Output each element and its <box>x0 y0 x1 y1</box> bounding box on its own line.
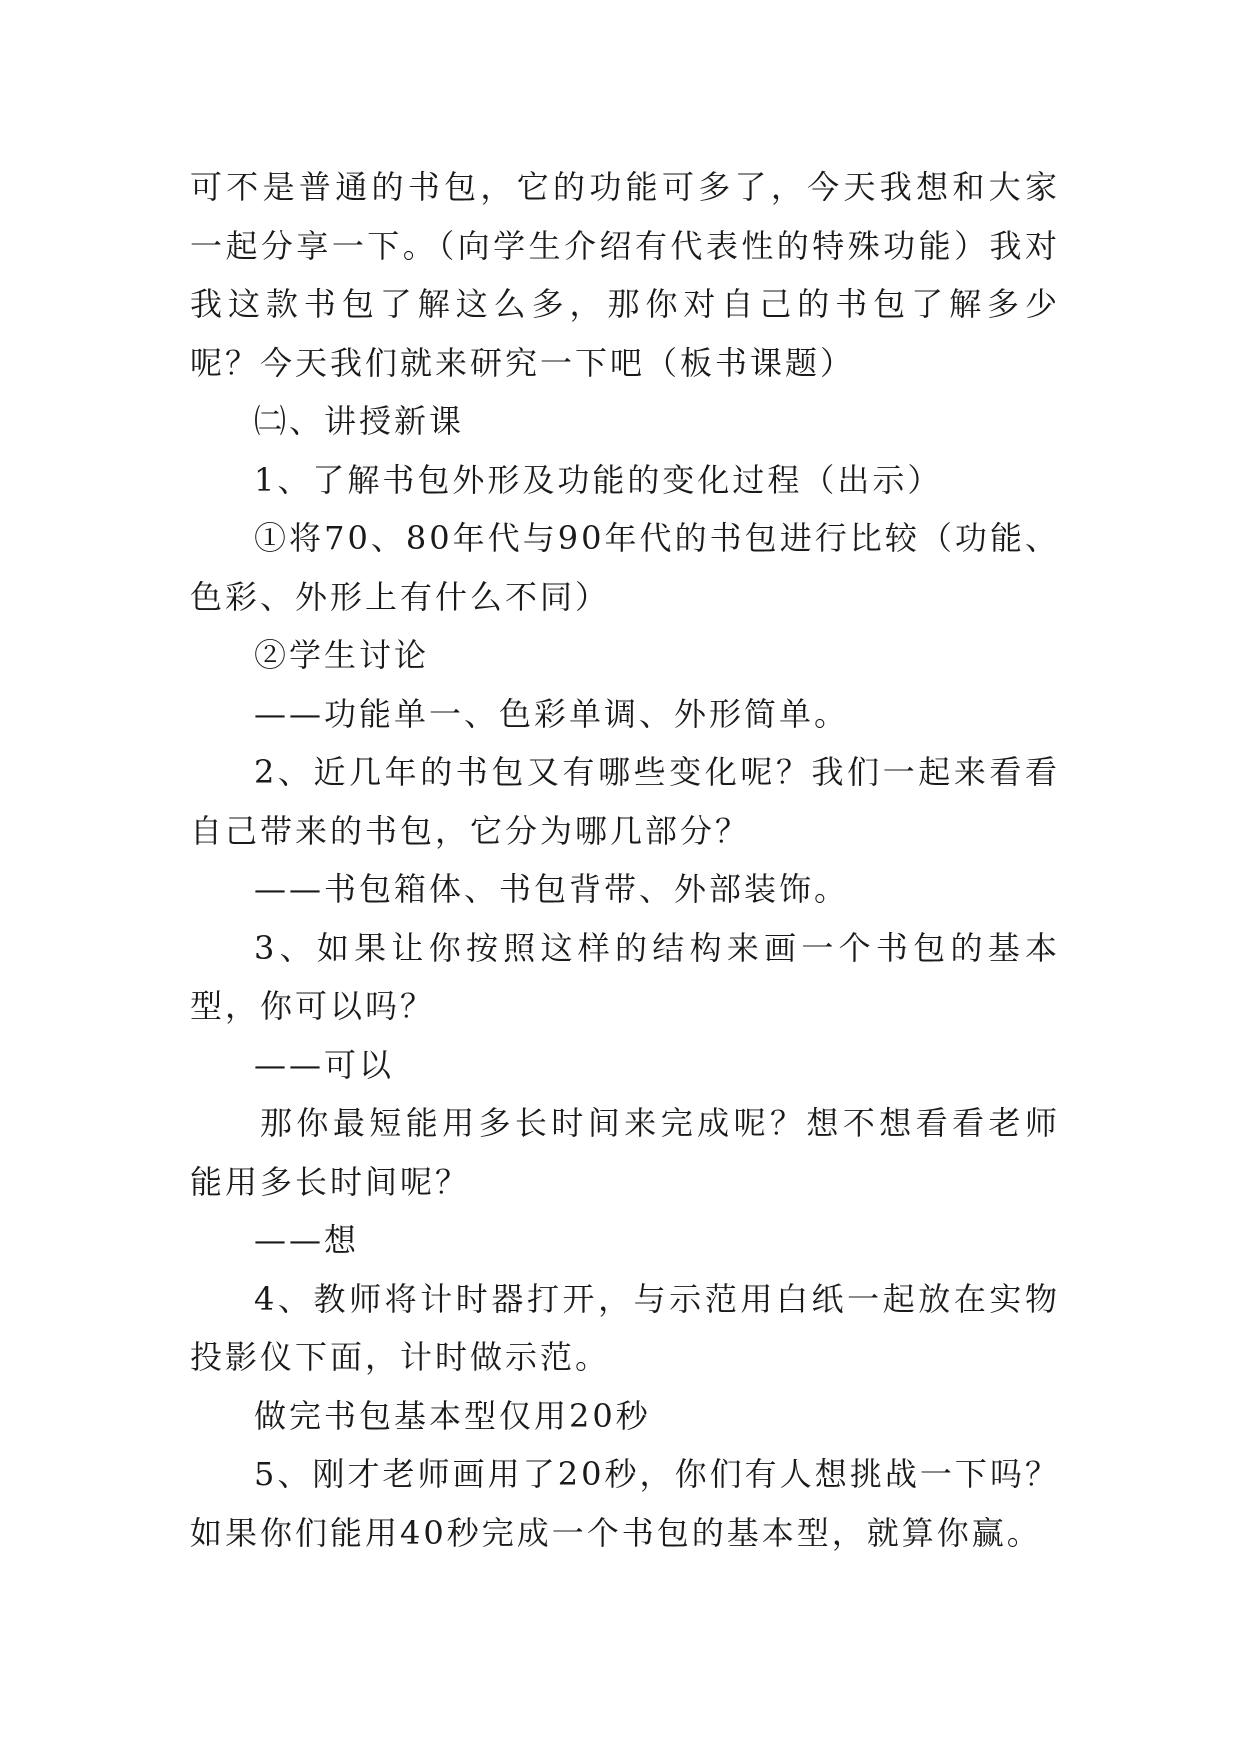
paragraph-step-5: 5、刚才老师画用了20秒，你们有人想挑战一下吗？如果你们能用40秒完成一个书包的基本型，就算你赢。 <box>190 1455 1060 1552</box>
paragraph-step-3-question: 那你最短能用多长时间来完成呢？想不想看看老师能用多长时间呢？ <box>190 1104 1060 1201</box>
paragraph-step-4: 4、教师将计时器打开，与示范用白纸一起放在实物投影仪下面，计时做示范。 <box>190 1279 1060 1376</box>
paragraph-step-1: 1、了解书包外形及功能的变化过程（出示） <box>254 460 943 499</box>
paragraph-step-1-discuss: ②学生讨论 <box>254 636 430 674</box>
paragraph-step-1-answer: ——功能单一、色彩单调、外形简单。 <box>254 694 850 733</box>
paragraph-step-1-compare: ①将70、80年代与90年代的书包进行比较（功能、色彩、外形上有什么不同） <box>190 519 1060 616</box>
paragraph-step-3: 3、如果让你按照这样的结构来画一个书包的基本型，你可以吗？ <box>190 928 1060 1025</box>
paragraph-step-2-answer: ——书包箱体、书包背带、外部装饰。 <box>254 870 850 908</box>
paragraph-intro-continued: 可不是普通的书包，它的功能可多了，今天我想和大家一起分享一下。（向学生介绍有代表性的特殊功能）我对我这款书包了解这么多，那你对自己的书包了解多少呢？今天我们就来研究一下吧（板书课题） <box>190 168 1060 382</box>
paragraph-step-4-result: 做完书包基本型仅用20秒 <box>254 1396 651 1435</box>
paragraph-step-3-answer: ——可以 <box>254 1045 395 1084</box>
paragraph-step-2: 2、近几年的书包又有哪些变化呢？我们一起来看看自己带来的书包，它分为哪几部分？ <box>190 753 1060 850</box>
section-heading-new-lesson: ㈡、讲授新课 <box>254 402 465 440</box>
paragraph-step-3-reply: ——想 <box>254 1221 360 1259</box>
document-body <box>190 158 1060 1562</box>
